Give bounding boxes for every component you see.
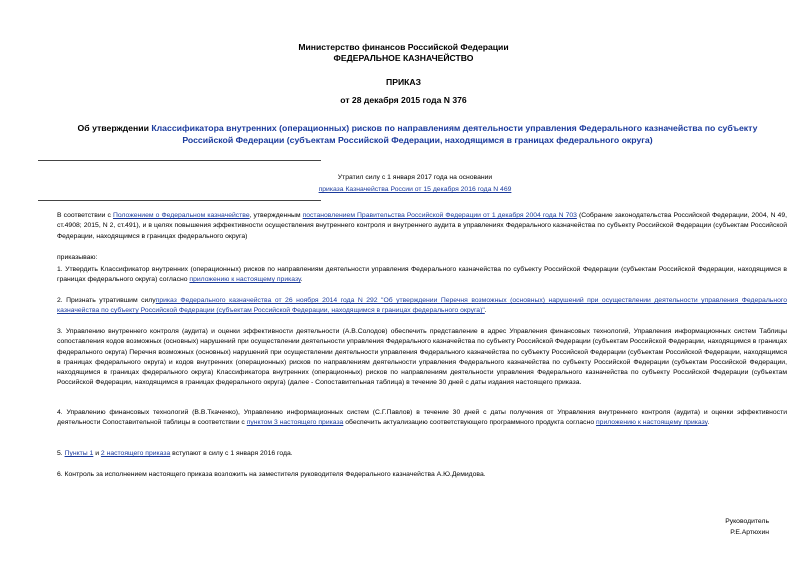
paragraph-5-end: вступают в силу с 1 января 2016 года. — [170, 450, 293, 457]
appendix-link[interactable]: приложению к настоящему приказу — [189, 276, 301, 284]
title-link[interactable]: Классификатора внутренних (операционных) рисков по направлениям деятельности управления Федерального казначейства по субъекту Российской Федерации (субъектам Российской Федерации, находящимся в границах федерального округа) — [151, 123, 758, 145]
paragraph-5-number: 5. — [57, 450, 65, 457]
paragraph-4 — [38, 408, 787, 429]
preamble-paragraph — [38, 211, 787, 242]
paragraph-2 — [38, 296, 787, 317]
paragraph-1 — [38, 265, 787, 286]
signature-block — [725, 516, 769, 538]
expiry-notice — [290, 172, 540, 196]
order-word: приказываю: — [57, 254, 98, 261]
agency-name: ФЕДЕРАЛЬНОЕ КАЗНАЧЕЙСТВО — [333, 53, 474, 63]
document-title — [60, 122, 775, 146]
revoked-order-link[interactable]: приказ Федерального казначейства от 26 ноября 2014 года N 292 "Об утверждении Перечня возможных (основных) нарушений при осуществлении деятельности управления Федерального казначейства по субъекту Российской Федерации (субъектам Российской Федерации, находящимся в границах федерального округа)" — [57, 297, 787, 315]
title-prefix: Об утверждении — [77, 123, 152, 133]
paragraph-2-end: . — [484, 307, 487, 315]
expiry-notice-text: Утратил силу с 1 января 2017 года на основании — [337, 174, 493, 181]
divider-top — [38, 160, 321, 161]
government-decree-link[interactable]: постановлением Правительства Российской Федерации от 1 декабря 2004 года N 703 — [302, 212, 577, 219]
regulation-link[interactable]: Положением о Федеральном казначействе — [112, 212, 250, 219]
preamble-text-2: , утвержденным — [249, 212, 303, 219]
paragraph-4-text: 4. Управлению финансовых технологий (В.В.Ткаченко), Управлению информационных систем (С.Г.Павлов) в течение 30 дней с даты получения от Управления внутреннего контроля (аудита) и оценки эффективности деятельности Сопоставительной таблицы в соответствии с — [57, 409, 787, 427]
preamble-text-3: (Собрание законодательства Российской Федерации, 2004, N 49, ст.4908; 2015, N 2, ст.491), и в целях повышения эффективности осуществления внутреннего контроля и внутреннего аудита в управлениях Федерального казначейства по субъекту Российской Федерации (субъектам Российской Федерации, находящимся в границах федерального округа) — [57, 212, 787, 240]
paragraph-1-end: . — [300, 276, 303, 284]
clause-1-link[interactable]: Пункты 1 — [64, 450, 94, 457]
paragraph-6: 6. Контроль за исполнением настоящего приказа возложить на заместителя руководителя Федерального казначейства А.Ю.Демидова. — [57, 471, 486, 478]
paragraph-5-and: и — [93, 450, 101, 457]
paragraph-1-text: 1. Утвердить Классификатор внутренних (операционных) рисков по направлениям деятельности управления Федерального казначейства по субъекту Российской Федерации (субъектам Российской Федерации, находящимся в границах федерального округа) согласно — [57, 266, 787, 284]
clause-2-link[interactable]: 2 настоящего приказа — [100, 450, 171, 457]
paragraph-4-mid: обеспечить актуализацию соответствующего программного продукта согласно — [343, 419, 596, 427]
divider-bottom — [38, 200, 321, 201]
ministry-name: Министерство финансов Российской Федерации — [298, 42, 509, 52]
clause-3-link[interactable]: пунктом 3 настоящего приказа — [246, 419, 344, 427]
expiry-order-link[interactable]: приказа Казначейства России от 15 декабря 2016 года N 469 — [318, 186, 512, 193]
preamble-text-1: В соответствии с — [57, 212, 113, 219]
document-date-number: от 28 декабря 2015 года N 376 — [340, 95, 467, 105]
appendix-link-2[interactable]: приложению к настоящему приказу — [596, 419, 708, 427]
signatory-name: Р.Е.Артюхин — [730, 529, 769, 536]
paragraph-3: 3. Управлению внутреннего контроля (аудита) и оценки эффективности деятельности (А.В.Солодов) обеспечить представление в адрес Управления финансовых технологий, Управления информационных систем Таблицы сопоставления кодов возможных (основных) нарушений при осуществлении деятельности управления Федерального казначейства по субъекту Российской Федерации (субъектам Российской Федерации, находящимся в границах федерального округа) Перечня возможных (основных) нарушений при осуществлении деятельности управления Федерального казначейства по субъекту Российской Федерации (субъектам Российской Федерации, находящимся в границах федерального округа) и кодов внутренних (операционных) рисков по направлениям деятельности управления Федерального казначейства по субъекту Российской Федерации (субъектам Российской Федерации, находящимся в границах федерального округа) Классификатора внутренних (операционных) рисков по направлениям деятельности управления Федерального казначейства по субъекту Российской Федерации (субъектам Российской Федерации, находящимся в границах федерального округа) (далее - Сопоставительная таблица) в течение 30 дней с даты издания настоящего приказа. — [57, 328, 787, 387]
paragraph-2-text: 2. Признать утратившим силу — [57, 297, 156, 304]
paragraph-4-end: . — [707, 419, 710, 427]
signatory-role: Руководитель — [725, 518, 769, 525]
paragraph-5 — [38, 449, 787, 459]
document-type: ПРИКАЗ — [386, 77, 421, 87]
